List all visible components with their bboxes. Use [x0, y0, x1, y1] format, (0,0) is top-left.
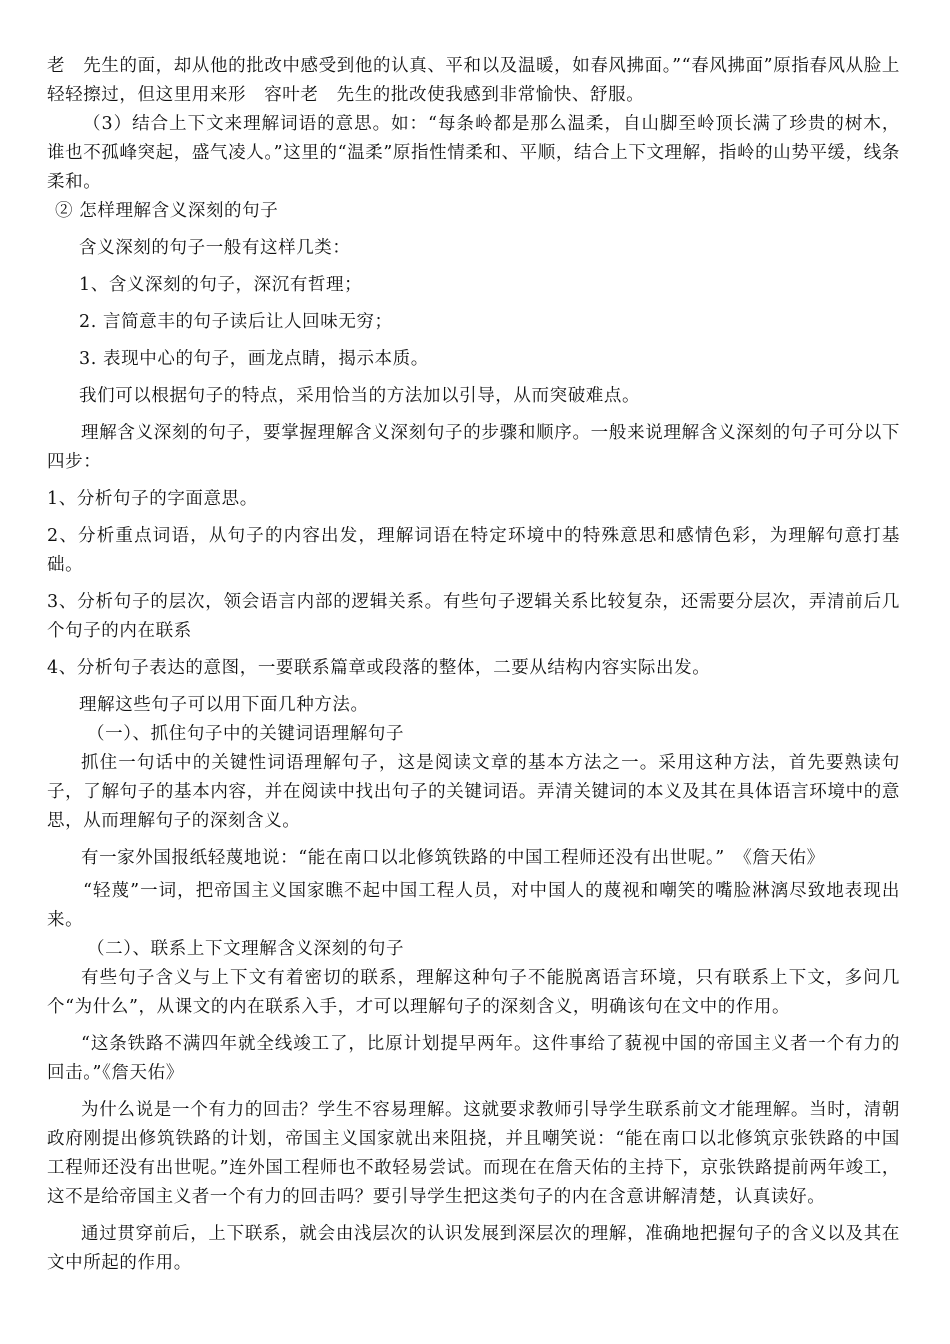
paragraph-context-words: （3）结合上下文来理解词语的意思。如：“每条岭都是那么温柔，自山脚至岭顶长满了珍贵的树木，谁也不孤峰突起，盛气凌人。”这里的“温柔”原指性情柔和、平顺，结合上下文理解，指岭的山势平缓，线条柔和。	[47, 114, 900, 192]
paragraph-example-quote-1: 有一家外国报纸轻蔑地说：“能在南口以北修筑铁路的中国工程师还没有出世呢。” 《詹天佑》	[81, 848, 825, 868]
section-heading-deep-sentences: ② 怎样理解含义深刻的句子	[55, 201, 279, 221]
paragraph-example-analysis-2: 为什么说是一个有力的回击？学生不容易理解。这就要求教师引导学生联系前文才能理解。当时，清朝政府刚提出修筑铁路的计划，帝国主义国家就出来阻挠，并且嘲笑说：“能在南口以北修筑京张铁路的中国工程师还没有出世呢。”连外国工程师也不敢轻易尝试。而现在在詹天佑的主持下，京张铁路提前两年竣工，这不是给帝国主义者一个有力的回击吗？要引导学生把这类句子的内在含意讲解清楚，认真读好。	[47, 1100, 900, 1207]
list-item-type-3: 3. 表现中心的句子，画龙点睛，揭示本质。	[79, 349, 429, 369]
list-item-type-1: 1、含义深刻的句子，深沉有哲理；	[79, 275, 363, 295]
paragraph-sentence-types-intro: 含义深刻的句子一般有这样几类：	[79, 238, 351, 258]
list-item-step-3: 3、分析句子的层次，领会语言内部的逻辑关系。有些句子逻辑关系比较复杂，还需要分层次，弄清前后几个句子的内在联系	[47, 592, 900, 641]
paragraph-method-1-body: 抓住一句话中的关键性词语理解句子，这是阅读文章的基本方法之一。采用这种方法，首先要熟读句子，了解句子的基本内容，并在阅读中找出句子的关键词语。弄清关键词的本义及其在具体语言环境中的意思，从而理解句子的深刻含义。	[47, 753, 900, 831]
list-item-step-4: 4、分析句子表达的意图，一要联系篇章或段落的整体，二要从结构内容实际出发。	[47, 658, 711, 678]
paragraph-guidance: 我们可以根据句子的特点，采用恰当的方法加以引导，从而突破难点。	[79, 386, 641, 406]
list-item-step-1: 1、分析句子的字面意思。	[47, 489, 258, 509]
paragraph-example-quote-2: “这条铁路不满四年就全线竣工了，比原计划提早两年。这件事给了藐视中国的帝国主义者一个有力的回击。”《詹天佑》	[47, 1034, 900, 1083]
paragraph-conclusion: 通过贯穿前后，上下联系，就会由浅层次的认识发展到深层次的理解，准确地把握句子的含义以及其在文中所起的作用。	[47, 1224, 900, 1273]
subheading-method-2: （二）、联系上下文理解含义深刻的句子	[87, 939, 405, 959]
paragraph-method-2-body: 有些句子含义与上下文有着密切的联系，理解这种句子不能脱离语言环境，只有联系上下文，多问几个“为什么”，从课文的内在联系入手，才可以理解句子的深刻含义，明确该句在文中的作用。	[47, 968, 900, 1017]
paragraph-methods-intro: 理解这些句子可以用下面几种方法。	[79, 695, 369, 715]
subheading-method-1: （一）、抓住句子中的关键词语理解句子	[87, 724, 405, 744]
list-item-type-2: 2. 言简意丰的句子读后让人回味无穷；	[79, 312, 393, 332]
paragraph-steps-intro: 理解含义深刻的句子，要掌握理解含义深刻句子的步骤和顺序。一般来说理解含义深刻的句子可分以下四步：	[47, 423, 900, 472]
paragraph-continuation: 老 先生的面，却从他的批改中感受到他的认真、平和以及温暖，如春风拂面。”“春风拂面”原指春风从脸上轻轻擦过，但这里用来形 容叶老 先生的批改使我感到非常愉快、舒服。	[47, 56, 900, 105]
paragraph-example-analysis-1: “轻蔑”一词，把帝国主义国家瞧不起中国工程人员，对中国人的蔑视和嘲笑的嘴脸淋漓尽致地表现出来。	[47, 881, 900, 930]
list-item-step-2: 2、分析重点词语，从句子的内容出发，理解词语在特定环境中的特殊意思和感情色彩，为理解句意打基础。	[47, 526, 900, 575]
